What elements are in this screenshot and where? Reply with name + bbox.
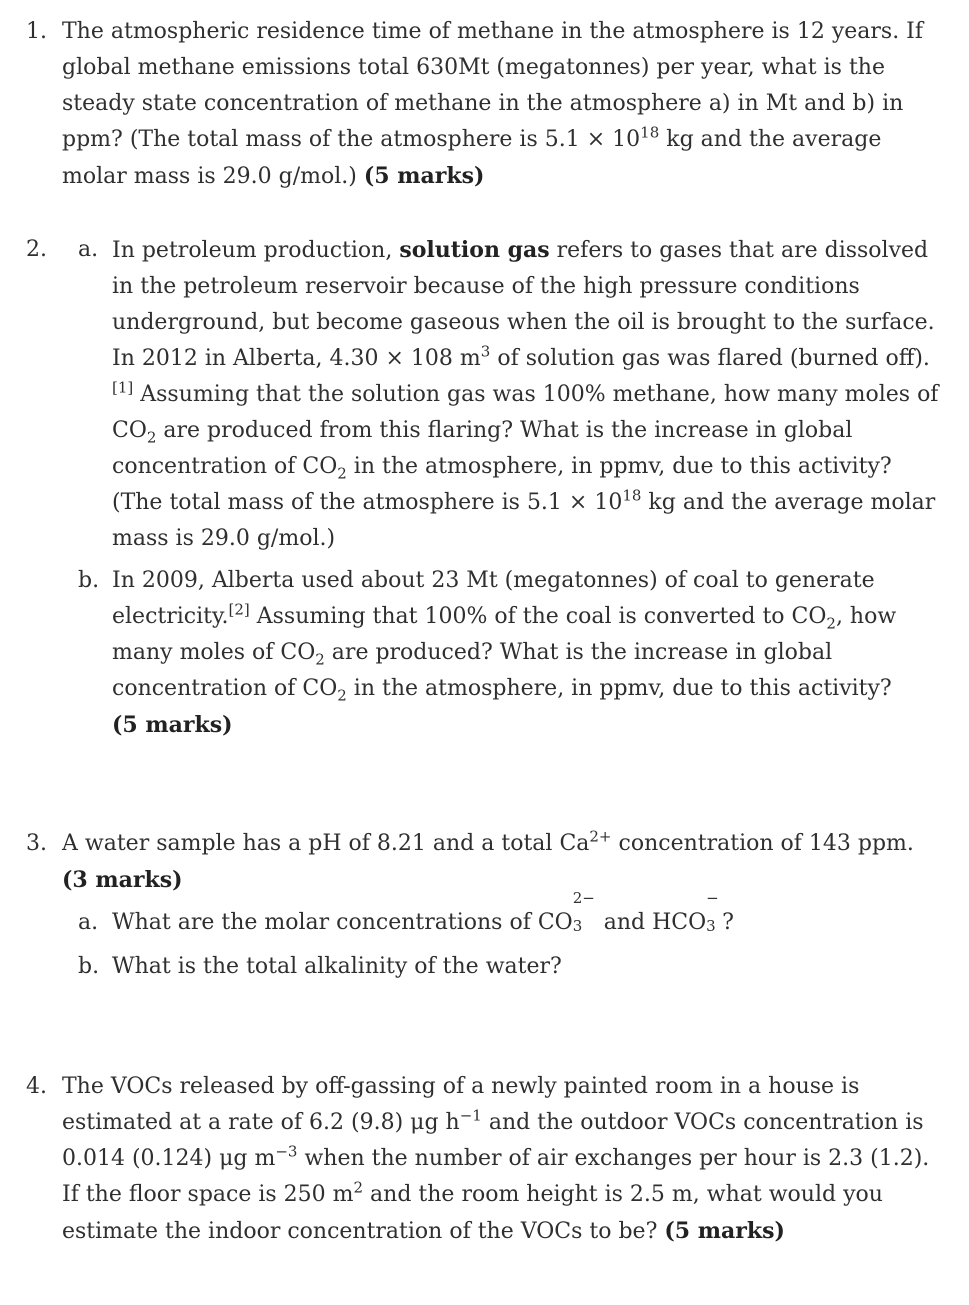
question-text: The atmospheric residence time of methane in the atmosphere is 12 years. If global methane emissions total 630Mt (megatonnes) per year, what is the steady state concentration of methane in the atmosphere a) in Mt and b) in ppm? (The total mass of the atmosphere is $5.1 \times 10^{18}$ kg and the average molar mass is 29.0 g/mol.) (5 marks) [62,19,924,189]
part-letter: b. [78,954,100,979]
part-text: What are the molar concentrations of CO 2− 3 and HCO − 3 ? [112,889,734,935]
question-number: 4. [26,1074,47,1099]
question-number: 2. [26,237,47,262]
reference-link[interactable]: [2] [228,600,250,619]
reference-link[interactable]: [1] [112,378,134,397]
marks-label: (3 marks) [62,867,183,893]
marks-label: (5 marks) [112,712,233,738]
marks-label: (5 marks) [363,163,485,189]
part-text: What is the total alkalinity of the water? [112,954,562,979]
part-letter: a. [78,237,99,262]
part-letter: a. [78,910,99,935]
part-text: In petroleum production, solution gas refers to gases that are dissolved in the petroleum reservoir because of the high pressure conditions underground, but become gaseous when the oil is brought to the surface. In 2012 in Alberta, 4.30 × 108 $m^3$ of solution gas was flared (burned off).[1] Assuming that the solution gas was 100% methane, how many moles of $CO_2$ are produced from this flaring? What is the increase in global concentration of $CO_2$ in the atmosphere, in ppmv, due to this activity? (The total mass of the atmosphere is $5.1 \times 10^{18}$ kg and the average molar mass is 29.0 g/mol.) [112,237,939,551]
question-text: The VOCs released by off-gassing of a newly painted room in a house is estimated at a rate of 6.2 (9.8) μg $h^{-1}$ and the outdoor VOCs concentration is 0.014 (0.124) μg $m^{-3}$ when the number of air exchanges per hour is 2.3 (1.2). If the floor space is 250 $m^2$ and the room height is 2.5 m, what would you estimate the indoor concentration of the VOCs to be? (5 marks) [62,1074,930,1244]
part-text: In 2009, Alberta used about 23 Mt (megatonnes) of coal to generate electricity.[2] Assuming that 100% of the coal is converted to $CO_2$, how many moles of $CO_2$ are produced? What is the increase in global concentration of $CO_2$ in the atmosphere, in ppmv, due to this activity? (5 marks) [112,568,897,738]
question-text: A water sample has a pH of 8.21 and a total $Ca^{2+}$ concentration of 143 ppm. (3 marks) [62,827,914,893]
part-letter: b. [78,568,100,593]
marks-label: (5 marks) [664,1218,785,1244]
question-number: 3. [26,831,47,856]
question-number: 1. [26,19,47,44]
